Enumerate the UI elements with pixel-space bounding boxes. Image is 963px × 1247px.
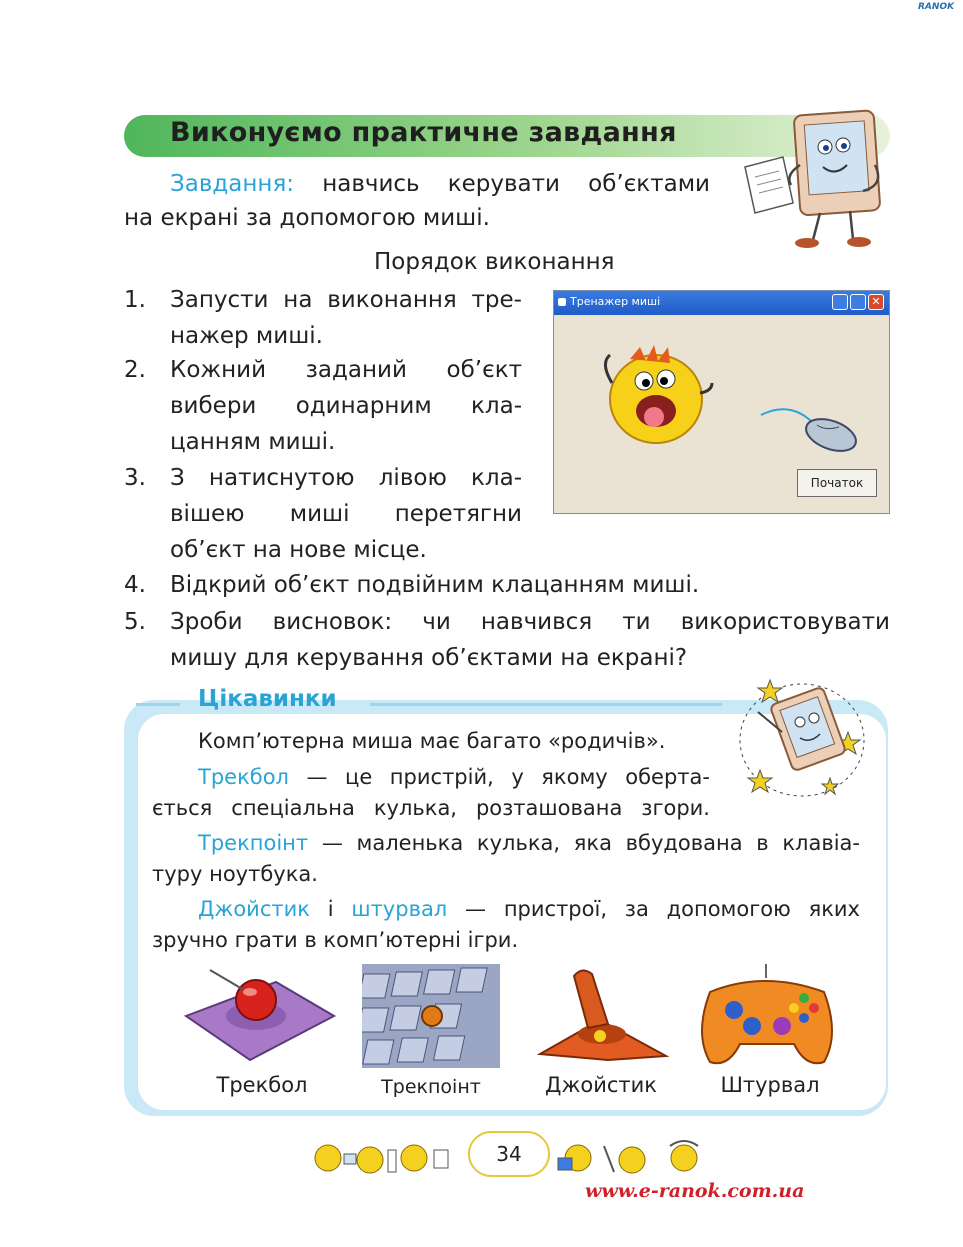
fact-text: — пристрої, за допомогою яких: [447, 897, 860, 921]
gamepad-image: [694, 964, 840, 1068]
task-label: Завдання:: [170, 171, 295, 197]
task-line-1: [170, 166, 710, 202]
mouse-object-icon[interactable]: [759, 401, 869, 461]
caption-trackball: Трекбол: [216, 1073, 308, 1097]
step-line: Зроби висновок: чи навчився ти використовувати: [170, 609, 890, 635]
fact-trackpoint-line-2: туру ноутбука.: [152, 862, 318, 886]
term-joystick: Джойстик: [198, 897, 310, 921]
page-number: 34: [468, 1131, 550, 1177]
mouse-trainer-window: [553, 290, 890, 514]
fact-intro: Комп’ютерна миша має багато «родичів».: [198, 729, 666, 753]
divider: [136, 703, 180, 706]
start-button[interactable]: Початок: [797, 469, 877, 497]
close-icon[interactable]: ✕: [868, 294, 884, 310]
smiley-object-icon[interactable]: [600, 343, 720, 453]
mascots-right-decoration: [556, 1136, 706, 1178]
app-icon: [558, 298, 566, 306]
step-number: 1.: [124, 287, 146, 313]
section-title: Виконуємо практичне завдання: [170, 117, 677, 148]
step-number: 5.: [124, 609, 146, 635]
caption-joystick: Джойстик: [545, 1073, 657, 1097]
task-text: навчись керувати об’єктами: [294, 171, 710, 197]
trackpoint-image: [362, 964, 500, 1068]
fact-trackpoint-line-1: [198, 828, 860, 859]
step-number: 3.: [124, 465, 146, 491]
wizard-tablet-illustration: [730, 672, 880, 802]
step-line: Відкрий об’єкт подвійним клацанням миші.: [170, 572, 700, 598]
order-title: Порядок виконання: [374, 249, 615, 275]
step-number: 2.: [124, 357, 146, 383]
task-line-2: на екрані за допомогою миші.: [124, 205, 490, 231]
step-number: 4.: [124, 572, 146, 598]
divider: [370, 703, 722, 706]
step-line: об’єкт на нове місце.: [170, 537, 427, 563]
brand-text: RANOK: [918, 2, 955, 12]
joystick-image: [528, 964, 678, 1064]
caption-trackpoint: Трекпоінт: [381, 1076, 481, 1098]
trackball-image: [180, 964, 340, 1064]
minimize-icon[interactable]: [832, 294, 848, 310]
term-steering-wheel: штурвал: [351, 897, 448, 921]
maximize-icon[interactable]: [850, 294, 866, 310]
fact-text: — маленька кулька, яка вбудована в клавіа-: [308, 831, 860, 855]
step-line: З натиснутою лівою кла-: [170, 465, 522, 491]
website-link[interactable]: www.e-ranok.com.ua: [585, 1180, 805, 1202]
window-title: Тренажер миші: [570, 295, 661, 308]
mascots-left-decoration: [310, 1136, 462, 1178]
fact-joystick-line-2: зручно грати в комп’ютерні ігри.: [152, 928, 519, 952]
step-line: Запусти на виконання тре-: [170, 287, 522, 313]
fact-text: — це пристрій, у якому оберта-: [288, 765, 710, 789]
fact-trackball-line-1: [198, 762, 710, 793]
step-line: вішею миші перетягни: [170, 501, 522, 527]
window-titlebar: [554, 291, 889, 315]
step-line: нажер миші.: [170, 323, 323, 349]
step-line: цанням миші.: [170, 429, 336, 455]
fact-trackball-line-2: ється спеціальна кулька, розташована згори.: [152, 796, 710, 820]
term-trackball: Трекбол: [198, 765, 289, 789]
step-line: вибери одинарним кла-: [170, 393, 522, 419]
step-line: мишу для керування об’єктами на екрані?: [170, 645, 688, 671]
caption-steering-wheel: Штурвал: [720, 1073, 820, 1097]
step-line: Кожний заданий об’єкт: [170, 357, 522, 383]
fact-text: і: [309, 897, 352, 921]
fact-joystick-line-1: [198, 894, 860, 925]
publisher-logo: [918, 2, 954, 12]
facts-title: Цікавинки: [198, 686, 337, 712]
tablet-mascot-illustration: [735, 105, 895, 255]
term-trackpoint: Трекпоінт: [198, 831, 309, 855]
